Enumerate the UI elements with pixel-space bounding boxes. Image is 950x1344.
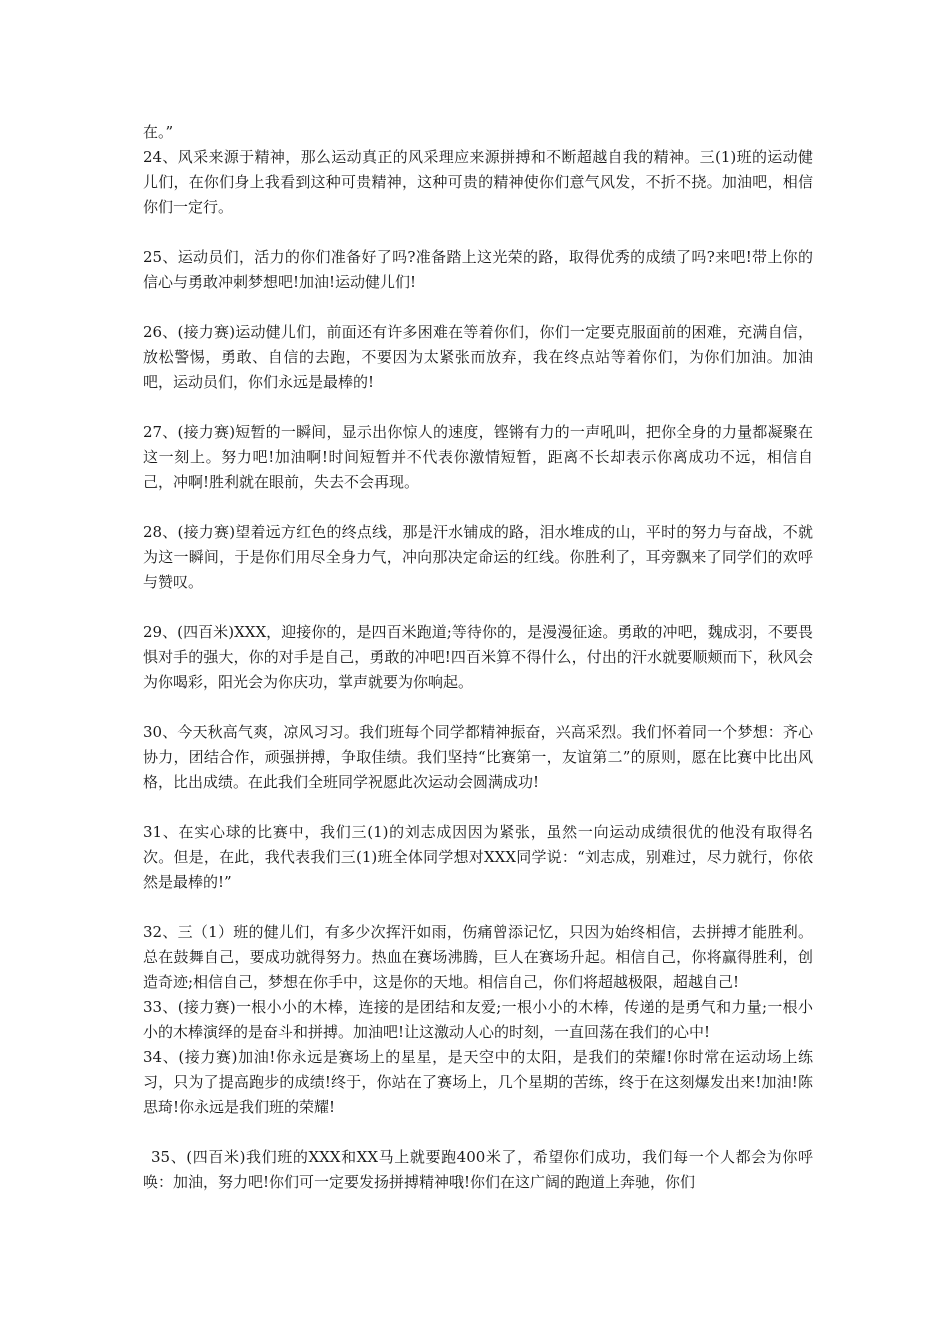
paragraph-34: 34、(接力赛)加油!你永远是赛场上的星星，是天空中的太阳，是我们的荣耀!你时常在运动场上练习，只为了提高跑步的成绩!终于，你站在了赛场上，几个星期的苦练，终于在这刻爆发出来!加油!陈思琦!你永远是我们班的荣耀! — [143, 1048, 813, 1116]
document-body — [143, 120, 813, 1195]
paragraph-24: 24、风采来源于精神，那么运动真正的风采理应来源拼搏和不断超越自我的精神。三(1)班的运动健儿们，在你们身上我看到这种可贵精神，这种可贵的精神使你们意气风发，不折不挠。加油吧，相信你们一定行。 — [143, 148, 813, 216]
paragraph-25: 25、运动员们，活力的你们准备好了吗?准备踏上这光荣的路，取得优秀的成绩了吗?来吧!带上你的信心与勇敢冲刺梦想吧!加油!运动健儿们! — [143, 248, 813, 291]
paragraph-33: 33、(接力赛)一根小小的木棒，连接的是团结和友爱;一根小小的木棒，传递的是勇气和力量;一根小小的木棒演绎的是奋斗和拼搏。加油吧!让这激动人心的时刻，一直回荡在我们的心中! — [143, 998, 813, 1041]
paragraph-27: 27、(接力赛)短暂的一瞬间，显示出你惊人的速度，铿锵有力的一声吼叫，把你全身的力量都凝聚在这一刻上。努力吧!加油啊!时间短暂并不代表你激情短暂，距离不长却表示你离成功不远，相信自己，冲啊!胜利就在眼前，失去不会再现。 — [143, 423, 813, 491]
paragraph-30: 30、今天秋高气爽，凉风习习。我们班每个同学都精神振奋，兴高采烈。我们怀着同一个梦想：齐心协力，团结合作，顽强拼搏，争取佳绩。我们坚持“比赛第一，友谊第二”的原则，愿在比赛中比出风格，比出成绩。在此我们全班同学祝愿此次运动会圆满成功! — [143, 723, 813, 791]
paragraph-29: 29、(四百米)XXX，迎接你的，是四百米跑道;等待你的，是漫漫征途。勇敢的冲吧，魏成羽，不要畏惧对手的强大，你的对手是自己，勇敢的冲吧!四百米算不得什么，付出的汗水就要顺颊而下，秋风会为你喝彩，阳光会为你庆功，掌声就要为你响起。 — [143, 623, 813, 691]
paragraph-35: 35、(四百米)我们班的XXX和XX马上就要跑400米了，希望你们成功，我们每一个人都会为你呼唤：加油，努力吧!你们可一定要发扬拼搏精神哦!你们在这广阔的跑道上奔驰，你们 — [143, 1148, 813, 1191]
paragraph-26: 26、(接力赛)运动健儿们，前面还有许多困难在等着你们，你们一定要克服面前的困难，充满自信，放松警惕，勇敢、自信的去跑，不要因为太紧张而放弃，我在终点站等着你们，为你们加油。加油吧，运动员们，你们永远是最棒的! — [143, 323, 813, 391]
paragraph-31: 31、在实心球的比赛中，我们三(1)的刘志成因因为紧张，虽然一向运动成绩很优的他没有取得名次。但是，在此，我代表我们三(1)班全体同学想对XXX同学说：“刘志成，别难过，尽力就行，你依然是最棒的!” — [143, 823, 813, 891]
paragraph-28: 28、(接力赛)望着远方红色的终点线，那是汗水铺成的路，泪水堆成的山，平时的努力与奋战，不就为这一瞬间，于是你们用尽全身力气，冲向那决定命运的红线。你胜利了，耳旁飘来了同学们的欢呼与赞叹。 — [143, 523, 813, 591]
paragraph-23-tail: 在。” — [143, 123, 174, 141]
paragraph-32: 32、三（1）班的健儿们，有多少次挥汗如雨，伤痛曾添记忆，只因为始终相信，去拼搏才能胜利。总在鼓舞自己，要成功就得努力。热血在赛场沸腾，巨人在赛场升起。相信自己，你将赢得胜利，创造奇迹;相信自己，梦想在你手中，这是你的天地。相信自己，你们将超越极限，超越自己! — [143, 923, 813, 991]
